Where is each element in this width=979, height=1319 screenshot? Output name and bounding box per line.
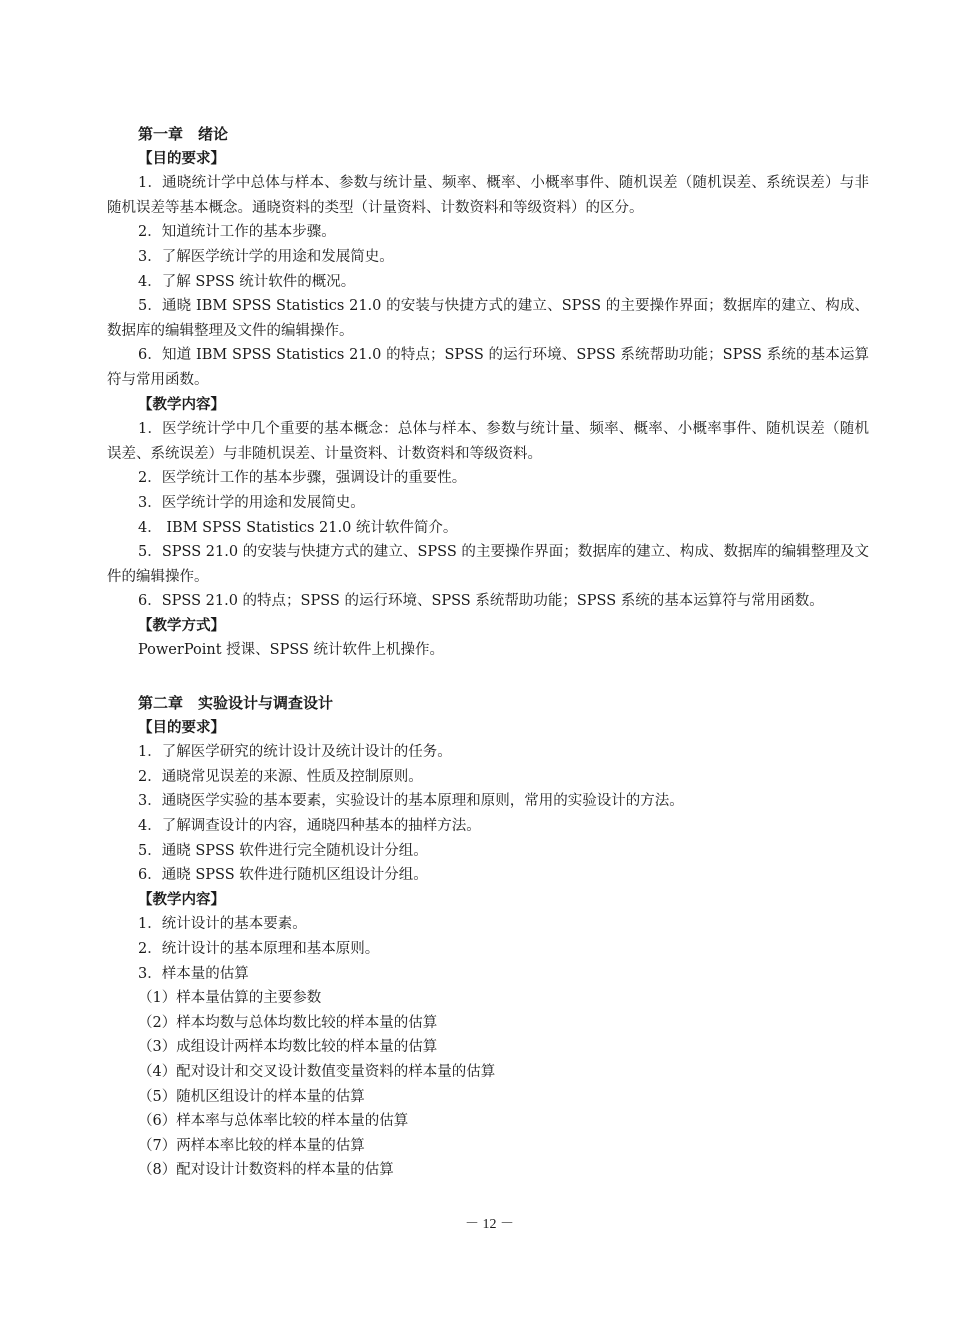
chapter2-content-7: （4）配对设计和交叉设计数值变量资料的样本量的估算 [138, 1063, 496, 1080]
chapter2-req-4: 4．了解调查设计的内容，通晓四种基本的抽样方法。 [138, 818, 481, 835]
chapter1-title: 第一章 绪论 [138, 125, 229, 143]
chapter1-content-2: 2．医学统计工作的基本步骤，强调设计的重要性。 [138, 470, 467, 487]
chapter2-req-2: 2．通晓常见误差的来源、性质及控制原则。 [138, 768, 423, 785]
chapter1-req-2: 2．知道统计工作的基本步骤。 [138, 224, 336, 241]
chapter2-title: 第二章 实验设计与调查设计 [138, 694, 334, 713]
chapter2-content-5: （2）样本均数与总体均数比较的样本量的估算 [138, 1014, 438, 1031]
chapter2-content-10: （7）两样本率比较的样本量的估算 [138, 1137, 365, 1154]
chapter1-content-3: 3．医学统计学的用途和发展简史。 [138, 494, 365, 511]
chapter1-content-1: 1．医学统计学中几个重要的基本概念：总体与样本、参数与统计量、频率、概率、小概率事件、随机误差（随机误差、系统误差）与非随机误差、计量资料、计数资料和等级资料。 [107, 421, 869, 462]
chapter2-content-6: （3）成组设计两样本均数比较的样本量的估算 [138, 1039, 438, 1056]
chapter2-req-5: 5．通晓 SPSS 软件进行完全随机设计分组。 [138, 842, 428, 859]
chapter1-req-6: 6．知道 IBM SPSS Statistics 21.0 的特点；SPSS 的运行环境、SPSS 系统帮助功能；SPSS 系统的基本运算符与常用函数。 [107, 347, 869, 388]
chapter1-content-header: 【教学内容】 [138, 395, 225, 413]
chapter1-content-6: 6．SPSS 21.0 的特点；SPSS 的运行环境、SPSS 系统帮助功能；SPSS 系统的基本运算符与常用函数。 [138, 593, 824, 610]
chapter1-req-3: 3．了解医学统计学的用途和发展简史。 [138, 248, 394, 265]
chapter2-req-6: 6．通晓 SPSS 软件进行随机区组设计分组。 [138, 867, 428, 884]
chapter2-req-header: 【目的要求】 [138, 718, 225, 736]
chapter1-content-4: 4． IBM SPSS Statistics 21.0 统计软件简介。 [138, 519, 458, 536]
chapter1-method-header: 【教学方式】 [138, 616, 225, 634]
chapter1-req-5: 5．通晓 IBM SPSS Statistics 21.0 的安装与快捷方式的建立、SPSS 的主要操作界面；数据库的建立、构成、数据库的编辑整理及文件的编辑操作。 [107, 298, 869, 339]
chapter2-content-3: 3．样本量的估算 [138, 965, 249, 982]
chapter2-req-3: 3．通晓医学实验的基本要素，实验设计的基本原理和原则，常用的实验设计的方法。 [138, 793, 684, 810]
chapter1-req-1: 1．通晓统计学中总体与样本、参数与统计量、频率、概率、小概率事件、随机误差（随机误差、系统误差）与非随机误差等基本概念。通晓资料的类型（计量资料、计数资料和等级资料）的区分。 [107, 175, 869, 216]
chapter2-content-8: （5）随机区组设计的样本量的估算 [138, 1088, 365, 1105]
chapter1-method: PowerPoint 授课、SPSS 统计软件上机操作。 [138, 642, 445, 659]
chapter2-content-4: （1）样本量估算的主要参数 [138, 990, 322, 1007]
chapter1-req-4: 4．了解 SPSS 统计软件的概况。 [138, 273, 356, 290]
chapter1-content-5: 5．SPSS 21.0 的安装与快捷方式的建立、SPSS 的主要操作界面；数据库的建立、构成、数据库的编辑整理及文件的编辑操作。 [107, 544, 869, 585]
chapter2-content-2: 2．统计设计的基本原理和基本原则。 [138, 941, 380, 957]
chapter2-req-1: 1．了解医学研究的统计设计及统计设计的任务。 [138, 744, 452, 761]
page-content [107, 122, 869, 1183]
chapter1-req-header: 【目的要求】 [138, 149, 225, 167]
chapter2-content-9: （6）样本率与总体率比较的样本量的估算 [138, 1113, 409, 1130]
page-number: － 12 － [465, 1217, 514, 1232]
chapter2-content-header: 【教学内容】 [138, 890, 225, 908]
chapter2-content-1: 1．统计设计的基本要素。 [138, 916, 307, 933]
chapter2-content-11: （8）配对设计计数资料的样本量的估算 [138, 1162, 394, 1179]
section-gap [107, 663, 869, 691]
